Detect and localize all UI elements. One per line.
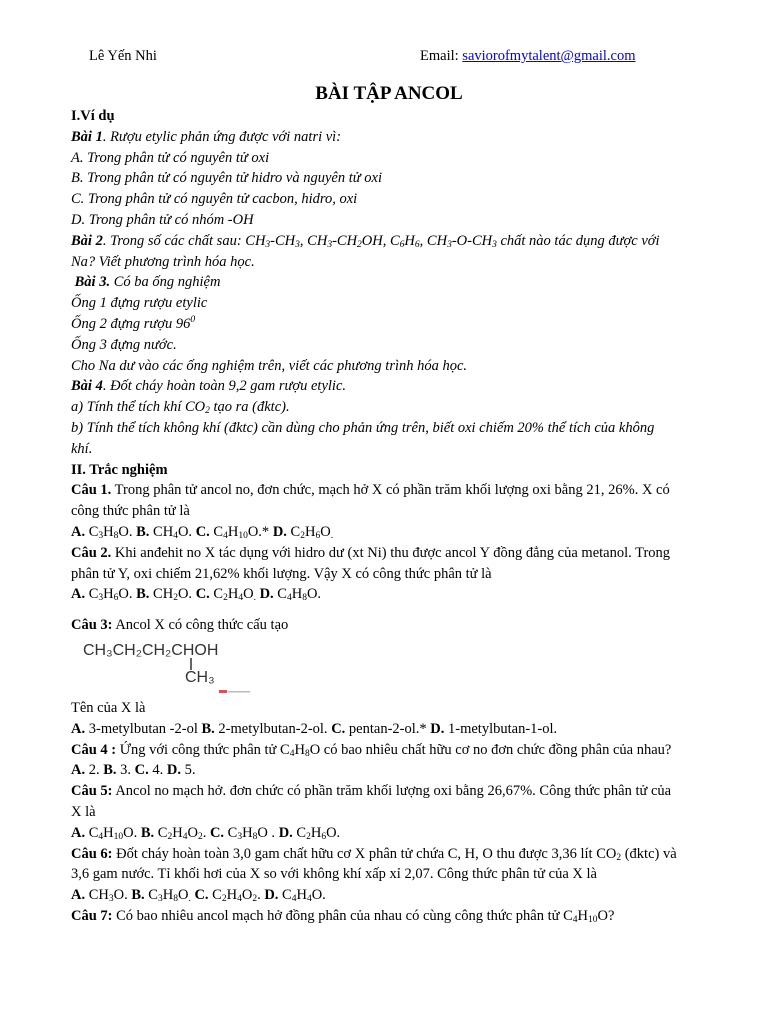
question-1-line-2: công thức phân tử là [71, 503, 190, 520]
question-1-options: A. $C_3H_8O$. B. $CH_4O$. C. $C_4H_{10}O.*$ D. $C_2H_6O_.$ [71, 523, 334, 541]
section-heading-examples: I.Ví dụ [71, 108, 115, 124]
exercise-2-label: Bài 2 [71, 232, 103, 249]
exercise-2: Bài 2. Trong số các chất sau: $CH_3-CH_3$, $CH_3-CH_2OH$, $C_6H_6$, $CH_3-O-CH_3$ chất nào tác dụng được với [71, 232, 660, 250]
structural-formula-svg [81, 636, 261, 698]
email-line [420, 46, 636, 67]
question-1: Câu 1. Trong phân tử ancol no, đơn chức, mạch hở X có phần trăm khối lượng oxi bằng 21, 26%. X có [71, 482, 670, 499]
question-2-options: A. $C_3H_6O$. B. $CH_2O$. C. $C_2H_4O_.$ D. $C_4H_8O$. [71, 586, 322, 604]
author-name: Lê Yến Nhi [89, 48, 157, 64]
exercise-3-task: Cho Na dư vào các ống nghiệm trên, viết các phương trình hóa học. [71, 357, 468, 374]
question-5-options: A. $C_4H_{10}O$. B. $C_2H_4O_2$. C. $C_3H_8O$ . D. $C_2H_6O$. [71, 824, 341, 842]
question-2: Câu 2. Khi anđehit no X tác dụng với hidro dư (xt Ni) thu được ancol Y đồng đẳng của metanol. Trong [71, 544, 671, 561]
exercise-4-label: Bài 4 [71, 378, 103, 395]
page-title: BÀI TẬP ANCOL [315, 83, 463, 104]
exercise-3-label: Bài 3. [74, 274, 111, 291]
question-3-ask: Tên của X là [71, 699, 146, 716]
question-3-options: A. 3-metylbutan -2-ol B. 2-metylbutan-2-ol. C. pentan-2-ol.* D. 1-metylbutan-1-ol. [71, 720, 558, 737]
question-3: Câu 3: Ancol X có công thức cấu tạo [71, 617, 289, 634]
question-6-options: A. $CH_3O$. B. $C_3H_8O_.$ C. $C_2H_4O_2$. D. $C_4H_4O$. [71, 887, 326, 905]
structural-formula-image [81, 636, 261, 698]
document-page [71, 44, 707, 927]
tube-2: Ống 2 đựng rượu $96^0$ [71, 314, 196, 332]
watermark-mark [219, 690, 227, 693]
question-6-line-2: 3,6 gam nước. Tỉ khối hơi của X so với không khí xấp xỉ 2,07. Công thức phân tử của X là [71, 866, 597, 883]
question-4: Câu 4 : Ứng với công thức phân tử $C_4H_8O$ có bao nhiêu chất hữu cơ no đơn chức đồng phân của nhau? [71, 741, 672, 759]
section-heading-multiple-choice: II. Trắc nghiệm [71, 461, 168, 478]
email-label: Email: [420, 48, 459, 64]
email-link[interactable]: saviorofmytalent@gmail.com [462, 48, 636, 64]
tube-3: Ống 3 đựng nước. [71, 336, 177, 353]
exercise-1-label: Bài 1 [71, 128, 103, 145]
document-header [71, 44, 707, 70]
exercise-2-line-2: Na? Viết phương trình hóa học. [71, 253, 255, 270]
exercise-1-option-b: B. Trong phân tử có nguyên tử hidro và nguyên tử oxi [71, 170, 382, 187]
exercise-4-part-b-line-2: khí. [71, 440, 93, 457]
formula-branch: CH₃ [185, 668, 215, 686]
exercise-1-option-d: D. Trong phân tử có nhóm -OH [71, 211, 254, 228]
exercise-4-part-b: b) Tính thể tích không khí (đktc) cần dùng cho phản ứng trên, biết oxi chiếm 20% thể tích của không [71, 419, 655, 436]
exercise-1-option-a: A. Trong phân tử có nguyên tử oxi [71, 149, 270, 166]
question-5: Câu 5: Ancol no mạch hở. đơn chức có phần trăm khối lượng oxi bằng 26,67%. Công thức phân tử của [71, 783, 672, 800]
question-7: Câu 7: Có bao nhiêu ancol mạch hở đồng phân của nhau có cùng công thức phân tử $C_4H_{10}O$? [71, 907, 615, 925]
exercise-4: Bài 4. Đốt cháy hoàn toàn 9,2 gam rượu etylic. [71, 378, 347, 395]
formula-main-chain: CH₃CH₂CH₂CHOH [83, 641, 219, 659]
question-5-line-2: X là [71, 803, 96, 820]
exercise-3: Bài 3. Có ba ống nghiệm [74, 274, 221, 291]
question-4-options: A. 2. B. 3. C. 4. D. 5. [71, 762, 196, 779]
exercise-1-option-c: C. Trong phân tử có nguyên tử cacbon, hidro, oxi [71, 191, 358, 208]
question-6: Câu 6: Đốt cháy hoàn toàn 3,0 gam chất hữu cơ X phân tử chứa C, H, O thu được 3,36 lít $CO_2$ (đktc) và [71, 845, 677, 863]
tube-1: Ống 1 đựng rượu etylic [71, 295, 208, 312]
exercise-4-part-a: a) Tính thể tích khí $CO_2$ tạo ra (đktc). [71, 399, 290, 417]
watermark-mark-2 [228, 691, 250, 693]
exercise-1: Bài 1. Rượu etylic phản ứng được với natri vì: [71, 128, 342, 145]
question-2-line-2: phân tử Y, oxi chiếm 21,62% khối lượng. Vậy X có công thức phân tử là [71, 565, 492, 582]
